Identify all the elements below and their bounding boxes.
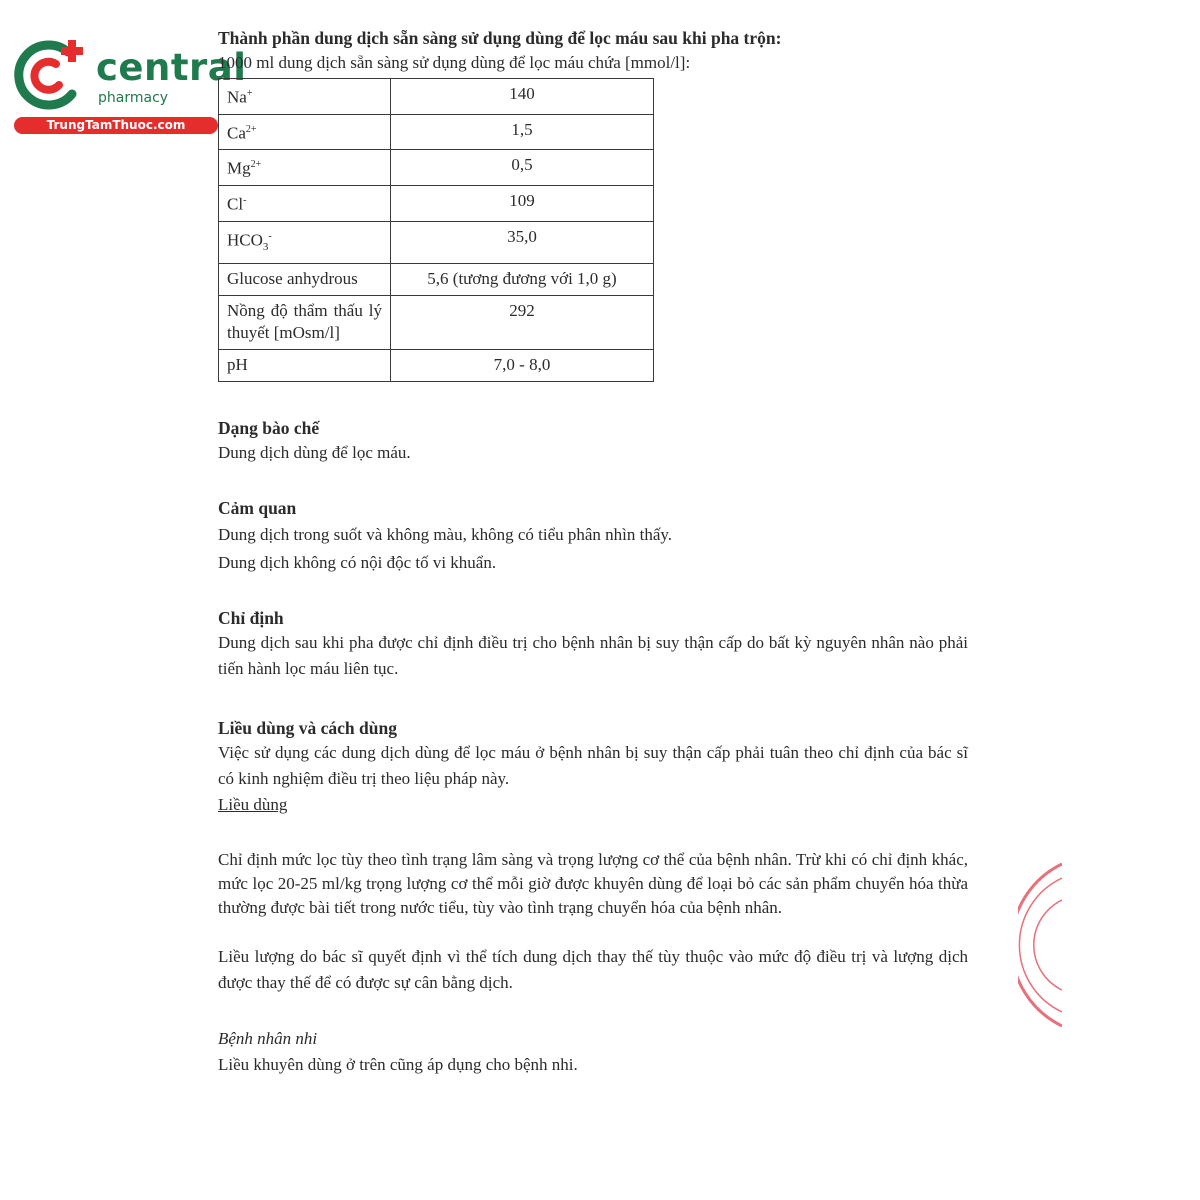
table-row xyxy=(219,185,654,221)
composition-intro: 1000 ml dung dịch sẵn sàng sử dụng dùng để lọc máu chứa [mmol/l]: xyxy=(218,53,691,72)
value-cell: 7,0 - 8,0 xyxy=(391,349,654,381)
stamp-icon xyxy=(1018,860,1062,1030)
ion-cell: $Ca^{2+}$ xyxy=(219,114,391,150)
section-heading: Dạng bào chế xyxy=(218,417,320,438)
composition-table xyxy=(218,78,654,382)
pediatric-text: Liều khuyên dùng ở trên cũng áp dụng cho bệnh nhi. xyxy=(218,1054,578,1074)
section-text: Dung dịch sau khi pha được chỉ định điều trị cho bệnh nhân bị suy thận cấp do bất kỳ nguyên nhân nào phải tiến hành lọc máu liên tục. xyxy=(218,632,968,678)
value-cell: 1,5 xyxy=(391,114,654,150)
ion-cell: $Mg^{2+}$ xyxy=(219,150,391,186)
logo-mark-icon xyxy=(10,36,92,116)
subsection-heading: Liều dùng xyxy=(218,794,288,814)
section-text: Dung dịch trong suốt và không màu, không có tiểu phân nhìn thấy. xyxy=(218,524,673,544)
ion-cell: Na+ xyxy=(219,79,391,115)
table-row xyxy=(219,349,654,381)
section-heading: Chỉ định xyxy=(218,607,284,628)
logo-site: TrungTamThuoc.com xyxy=(14,117,218,134)
section-text: Việc sử dụng các dung dịch dùng để lọc máu ở bệnh nhân bị suy thận cấp phải tuân theo chỉ định của bác sĩ có kinh nghiệm điều trị theo liệu pháp này. xyxy=(218,742,968,788)
value-cell: 292 xyxy=(391,295,654,349)
table-row xyxy=(219,150,654,186)
logo-brand: central xyxy=(96,46,247,89)
ion-cell: Nồng độ thẩm thấu lý thuyết [mOsm/l] xyxy=(219,295,391,349)
value-cell: 109 xyxy=(391,185,654,221)
section-heading: Cảm quan xyxy=(218,497,297,518)
table-row xyxy=(219,114,654,150)
table-row xyxy=(219,221,654,263)
composition-title: Thành phần dung dịch sẵn sàng sử dụng dùng để lọc máu sau khi pha trộn: xyxy=(218,28,782,48)
ion-cell: Glucose anhydrous xyxy=(219,263,391,295)
pediatric-heading: Bệnh nhân nhi xyxy=(218,1028,318,1048)
value-cell: 0,5 xyxy=(391,150,654,186)
dosage-paragraph: Liều lượng do bác sĩ quyết định vì thể tích dung dịch thay thế tùy thuộc vào mức độ điều trị và lượng dịch được thay thế để có được sự cân bằng dịch. xyxy=(218,946,968,992)
value-cell: 140 xyxy=(391,79,654,115)
value-cell: 5,6 (tương đương với 1,0 g) xyxy=(391,263,654,295)
dosage-paragraph: Chỉ định mức lọc tùy theo tình trạng lâm sàng và trọng lượng cơ thể của bệnh nhân. Trừ khi có chỉ định khác, mức lọc 20-25 ml/kg trọng lượng cơ thể mỗi giờ được khuyên dùng để loại bỏ các sản phẩm chuyển hóa thừa thường được bài tiết trong nước tiểu, tùy vào tình trạng chuyển hóa của bệnh nhân. xyxy=(218,849,968,917)
table-row xyxy=(219,79,654,115)
ion-cell: Cl- xyxy=(219,185,391,221)
value-cell: 35,0 xyxy=(391,221,654,263)
section-text: Dung dịch dùng để lọc máu. xyxy=(218,442,411,462)
section-heading: Liều dùng và cách dùng xyxy=(218,717,397,738)
section-text: Dung dịch không có nội độc tố vi khuẩn. xyxy=(218,552,497,572)
ion-cell: $HCO_3^-$ xyxy=(219,221,391,263)
table-row xyxy=(219,295,654,349)
document-body xyxy=(218,26,968,1078)
ion-cell: pH xyxy=(219,349,391,381)
table-row xyxy=(219,263,654,295)
logo-subtitle: pharmacy xyxy=(98,90,169,106)
